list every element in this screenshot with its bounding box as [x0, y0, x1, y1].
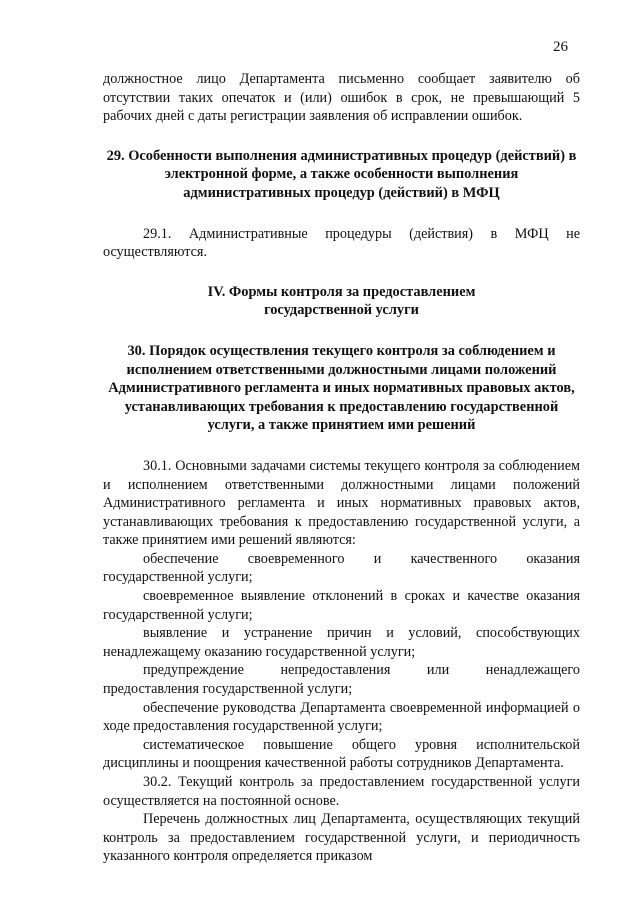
list-item: предупреждение непредоставления или ненадлежащего предоставления государственной услуги;: [103, 662, 580, 698]
chapter-4-heading: IV. Формы контроля за предоставлением государственной услуги: [207, 283, 476, 319]
intro-paragraph: должностное лицо Департамента письменно сообщает заявителю об отсутствии таких опечаток и (или) ошибок в срок, не превышающий 5 рабочих дней с даты регистрации заявления об исправлении ошибок.: [103, 71, 580, 125]
list-item: систематическое повышение общего уровня исполнительской дисциплины и поощрения качественной работы сотрудников Департамента.: [103, 736, 580, 772]
list-item: выявление и устранение причин и условий, способствующих ненадлежащему оказанию государственной услуги;: [103, 625, 580, 660]
list-item: обеспечение своевременного и качественного оказания государственной услуги;: [103, 550, 580, 586]
list-item: обеспечение руководства Департамента своевременной информацией о ходе предоставления государственной услуги;: [103, 699, 580, 735]
section-30-paragraph-1: 30.1. Основными задачами системы текущего контроля за соблюдением и исполнением ответственными должностными лицами положений Административного регламента и иных нормативных правовых актов, устанавливающих требования к предоставлению государственной услуги, а также принятием ими решений являются:: [103, 457, 580, 549]
section-30-paragraph-2: 30.2. Текущий контроль за предоставлением государственной услуги осуществляется на постоянной основе.: [103, 774, 580, 809]
list-item: своевременное выявление отклонений в сроках и качестве оказания государственной услуги;: [103, 588, 580, 623]
section-29-heading: 29. Особенности выполнения административных процедур (действий) в электронной форме, а также особенности выполнения административных процедур (действий) в МФЦ: [106, 147, 577, 201]
page-number: 26: [553, 39, 568, 55]
page-content: [103, 70, 580, 866]
section-29-paragraph-1: 29.1. Административные процедуры (действия) в МФЦ не осуществляются.: [103, 225, 580, 261]
section-30-paragraph-3: Перечень должностных лиц Департамента, осуществляющих текущий контроль за предоставлением государственной услуги, и периодичность указанного контроля определяется приказом: [103, 811, 580, 865]
section-30-heading: 30. Порядок осуществления текущего контроля за соблюдением и исполнением ответственными должностными лицами положений Административного регламента и иных нормативных правовых актов, устанавливающих требования к предоставлению государственной услуги, а также принятием ими решений: [108, 342, 575, 434]
